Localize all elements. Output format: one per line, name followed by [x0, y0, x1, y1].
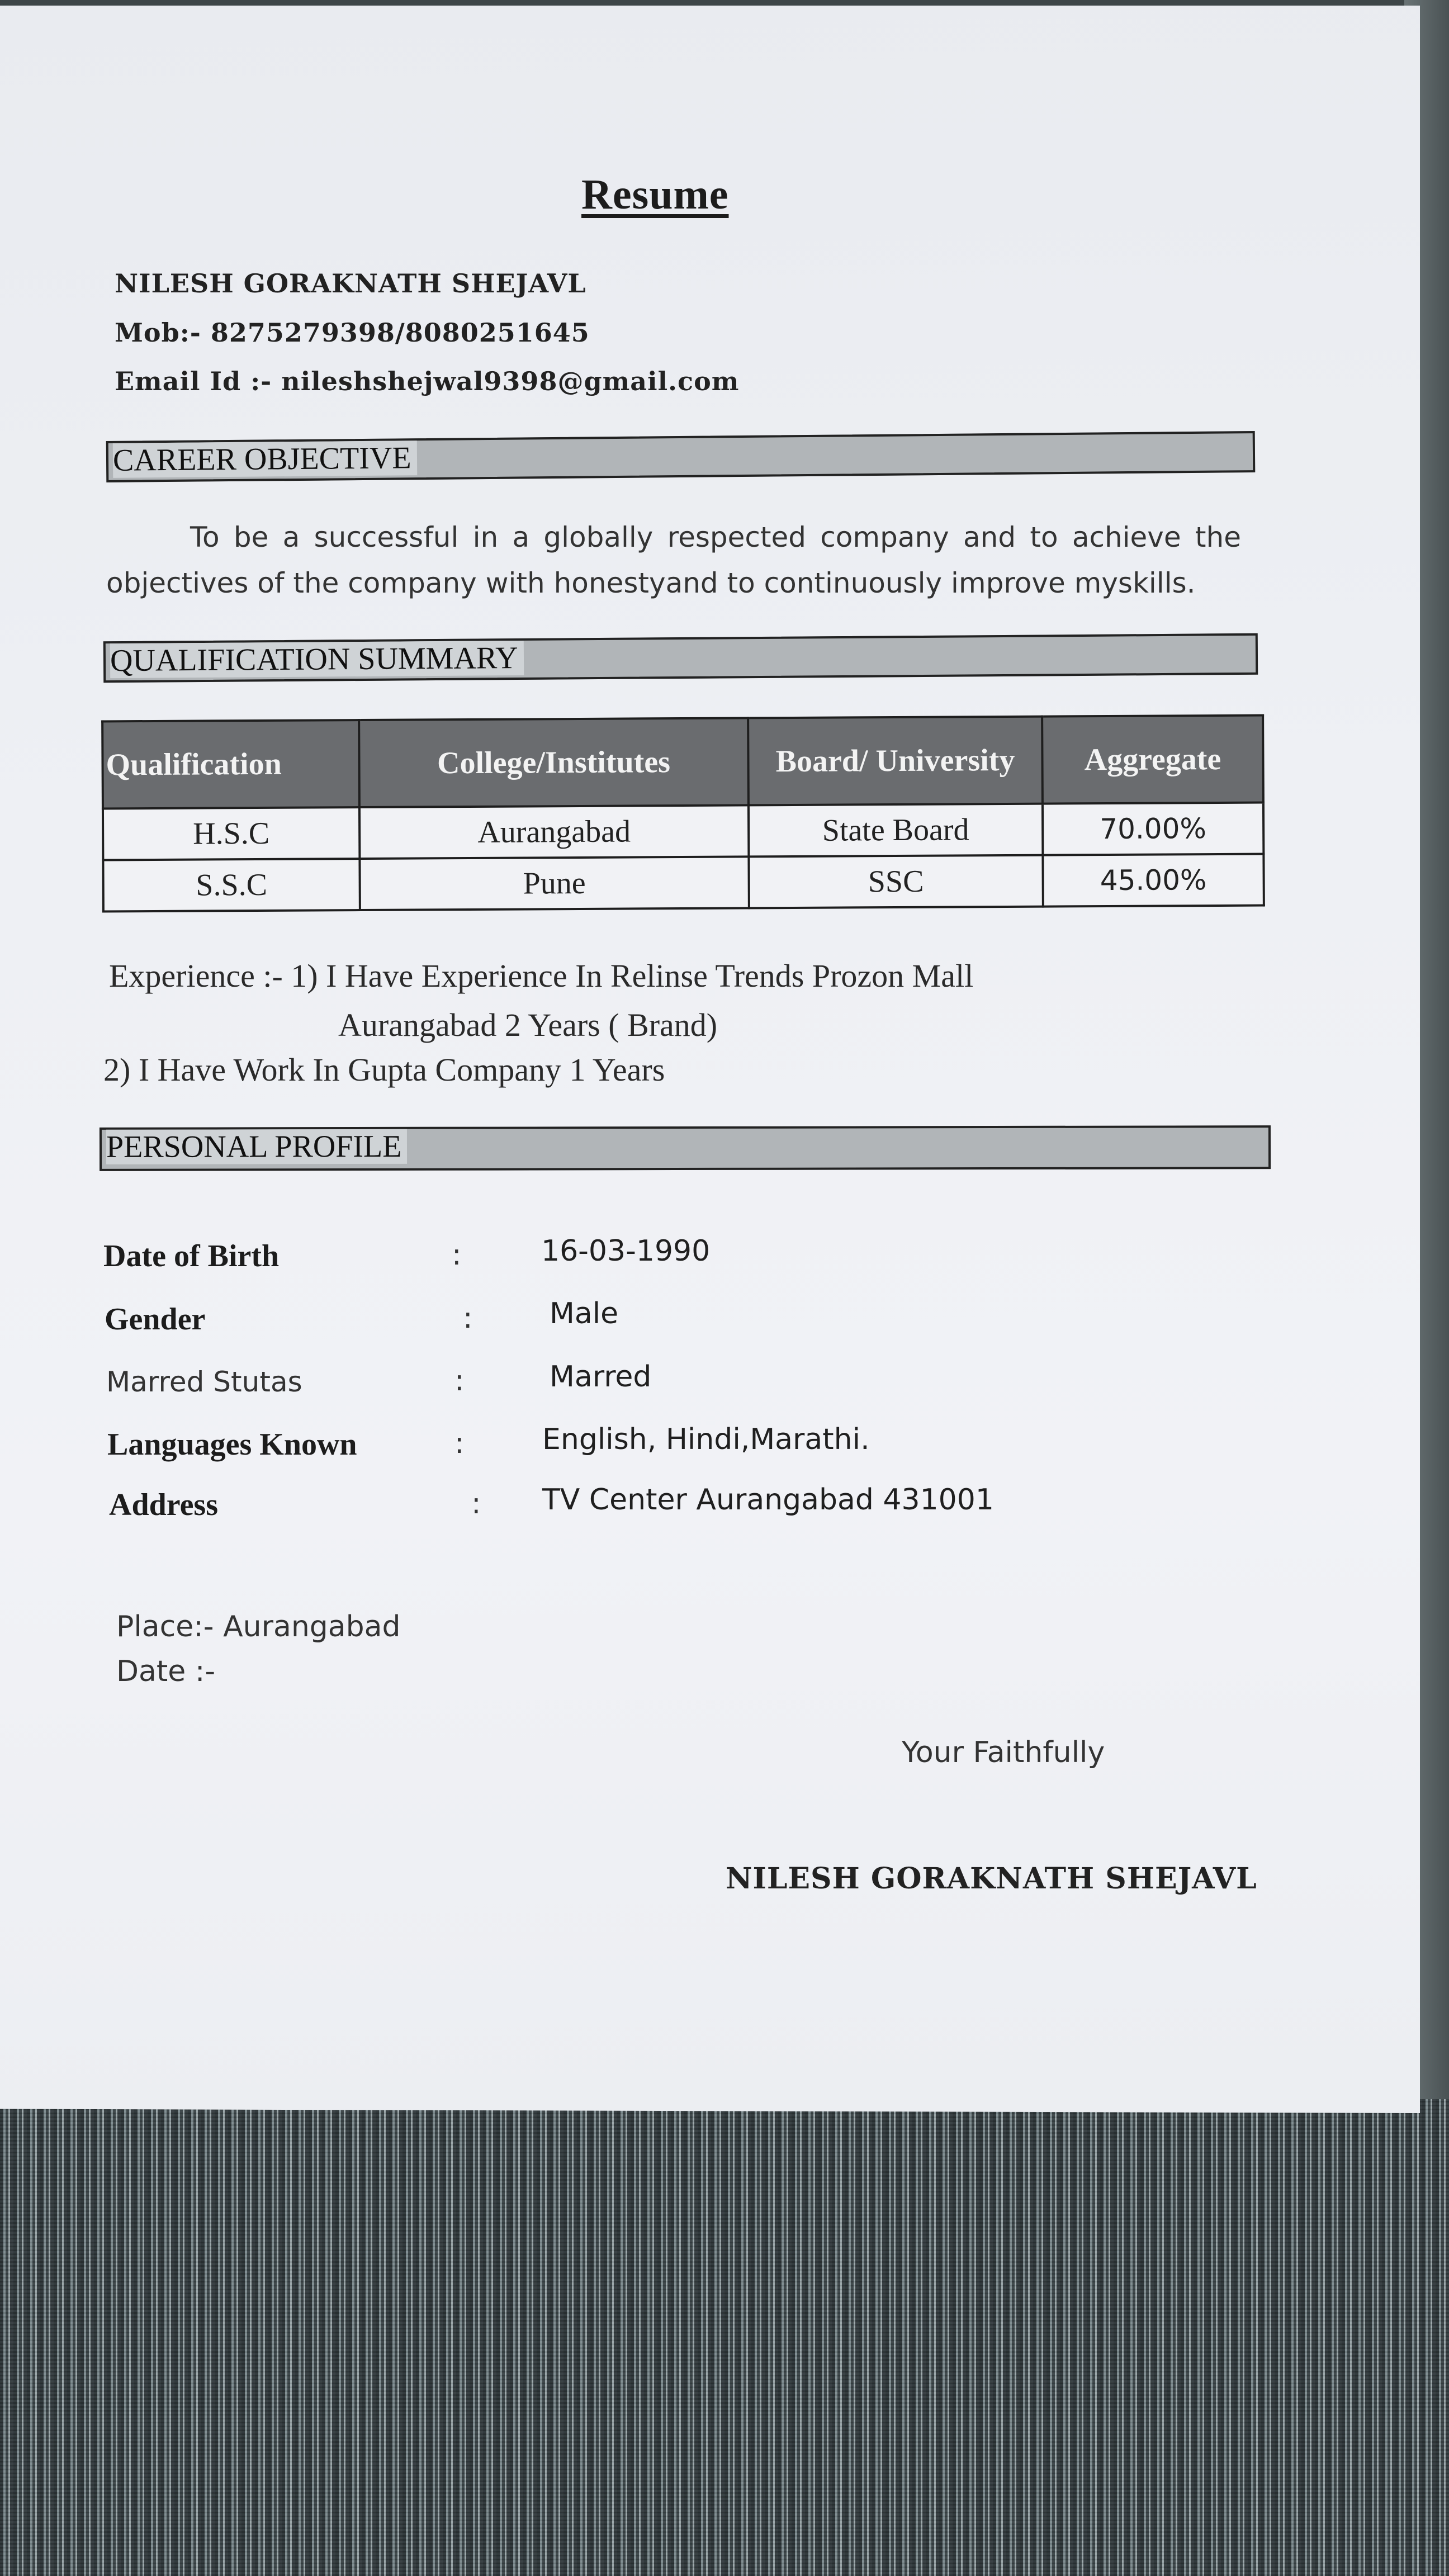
- mat-texture: [0, 2099, 1449, 2576]
- profile-value: Marred: [550, 1360, 652, 1394]
- table-row: [103, 803, 1263, 860]
- profile-value: Male: [550, 1297, 619, 1330]
- experience-line: Aurangabad 2 Years ( Brand): [338, 1007, 718, 1043]
- closing-line: Your Faithfully: [902, 1736, 1105, 1769]
- profile-value: English, Hindi,Marathi.: [542, 1423, 870, 1456]
- table-cell: H.S.C: [103, 807, 359, 860]
- personal-profile-heading: [100, 1125, 1271, 1171]
- signature-name: NILESH GORAKNATH SHEJAVL: [726, 1862, 1257, 1896]
- table-header-row: [102, 716, 1263, 809]
- place-line: Place:- Aurangabad: [116, 1610, 401, 1644]
- table-cell: 45.00%: [1043, 854, 1263, 907]
- table-cell: Aurangabad: [359, 805, 749, 859]
- profile-colon: :: [463, 1301, 473, 1335]
- profile-colon: :: [454, 1427, 465, 1460]
- profile-label: Gender: [105, 1302, 206, 1337]
- mobile-number: Mob:- 8275279398/8080251645: [115, 318, 590, 348]
- qualification-table: [101, 714, 1265, 913]
- column-header: Qualification: [102, 720, 359, 808]
- table-cell: 70.00%: [1043, 803, 1263, 855]
- column-header: Board/ University: [748, 717, 1043, 806]
- table-cell: Pune: [359, 856, 749, 910]
- column-header: Aggregate: [1042, 716, 1263, 804]
- experience-line: Experience :- 1) I Have Experience In Relinse Trends Prozon Mall: [109, 958, 974, 994]
- personal-profile-label: PERSONAL PROFILE: [106, 1129, 408, 1164]
- column-header: College/Institutes: [359, 718, 749, 807]
- profile-label: Languages Known: [107, 1427, 357, 1462]
- profile-colon: :: [471, 1487, 481, 1521]
- table-cell: SSC: [749, 855, 1043, 908]
- date-line: Date :-: [116, 1655, 216, 1688]
- profile-value: 16-03-1990: [541, 1234, 711, 1268]
- candidate-name: NILESH GORAKNATH SHEJAVL: [115, 268, 586, 299]
- profile-colon: :: [454, 1364, 465, 1398]
- table-cell: State Board: [749, 804, 1043, 857]
- document-title: Resume: [581, 171, 729, 218]
- email-address: Email Id :- nileshshejwal9398@gmail.com: [115, 366, 740, 396]
- table-cell: S.S.C: [103, 859, 359, 911]
- experience-line: 2) I Have Work In Gupta Company 1 Years: [103, 1052, 665, 1088]
- career-objective-text: To be a successful in a globally respected company and to achieve the objectives of the company with honestyand to continuously improve myskills.: [106, 521, 1241, 599]
- profile-label: Date of Birth: [103, 1239, 280, 1273]
- profile-label: Marred Stutas: [106, 1366, 302, 1398]
- career-objective-label: CAREER OBJECTIVE: [113, 441, 417, 478]
- profile-colon: :: [452, 1238, 462, 1272]
- qualification-summary-label: QUALIFICATION SUMMARY: [110, 641, 524, 678]
- table-row: [103, 854, 1263, 912]
- qualification-summary-heading: [103, 633, 1258, 683]
- profile-value: TV Center Aurangabad 431001: [542, 1483, 994, 1517]
- profile-label: Address: [109, 1488, 219, 1522]
